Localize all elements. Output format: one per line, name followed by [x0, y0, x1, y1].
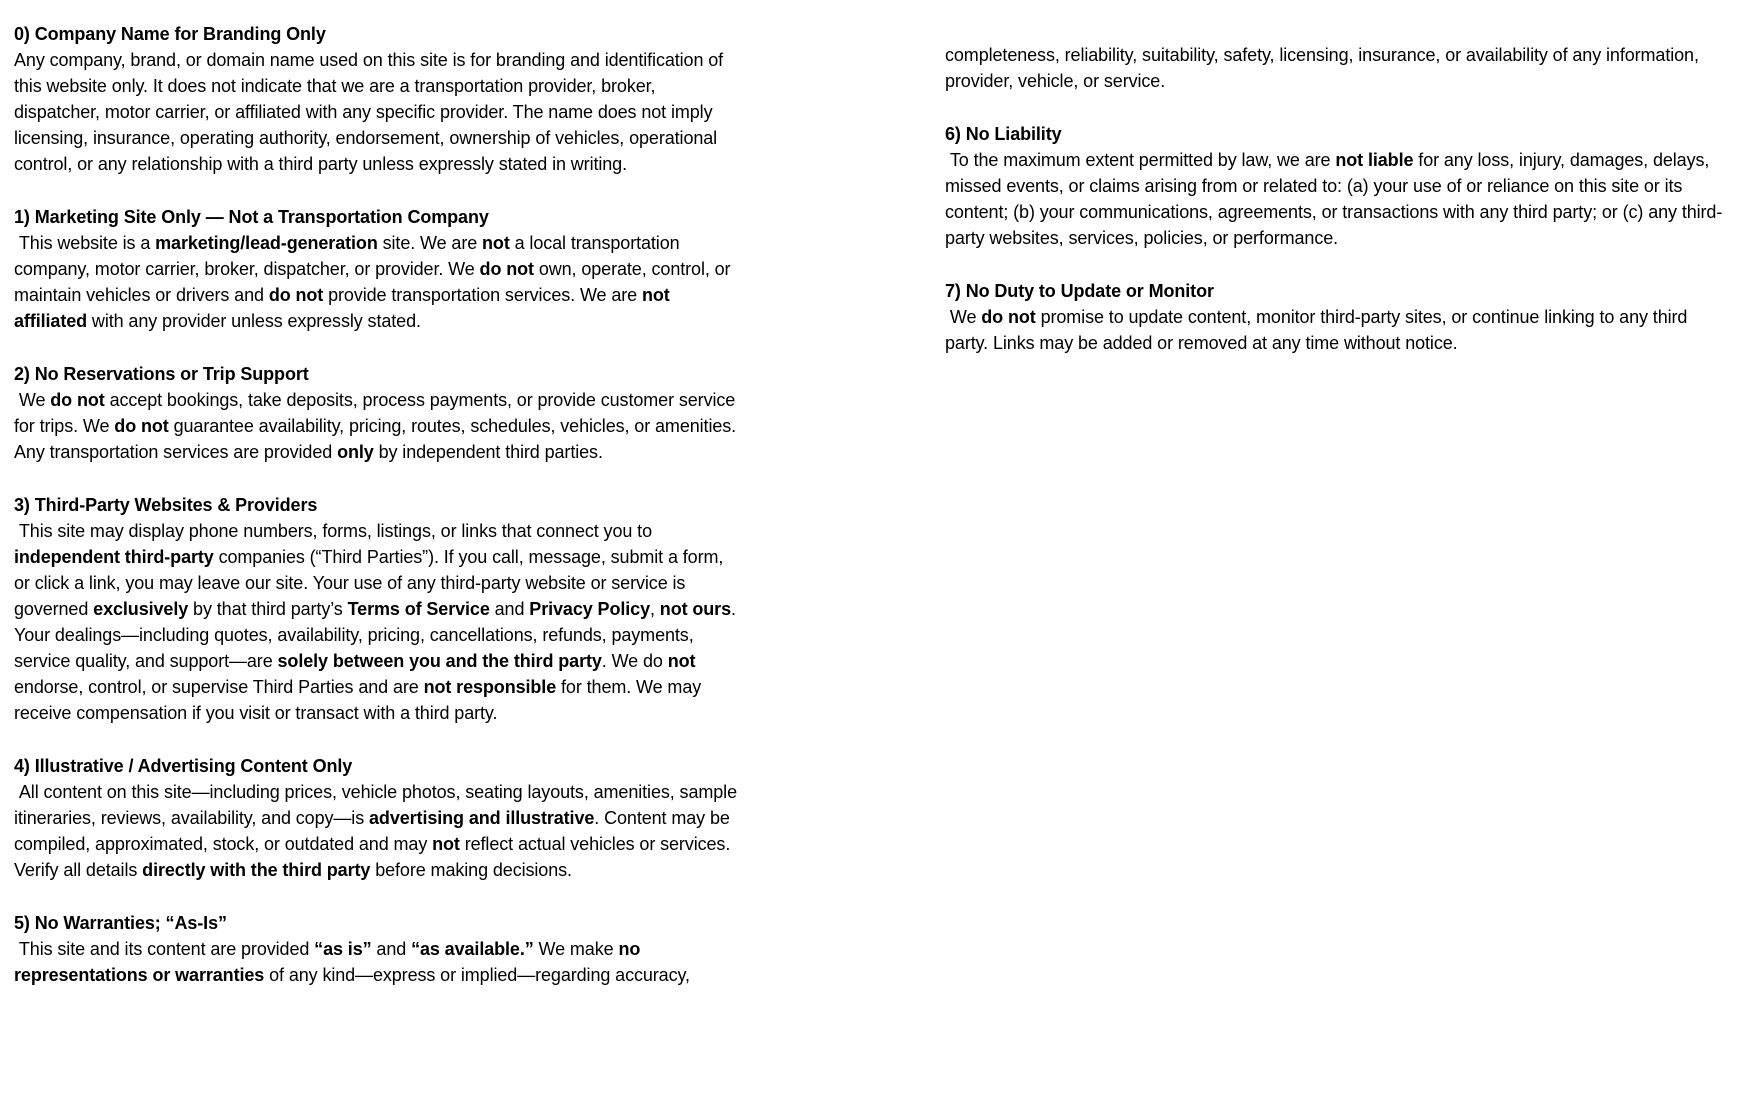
section-4-illustrative-advertising-content-only: [14, 753, 738, 883]
body-text: This website is a: [14, 233, 156, 253]
body-text: of any kind—express or implied—regarding accuracy,: [264, 965, 690, 985]
section-2-no-reservations-or-trip-support: [14, 361, 738, 465]
emphasized-body-text: Terms of Service: [347, 599, 490, 619]
body-text: companies (“Third Parties”). If you call, message, submit a form, or click a link, you may leave our site. Your use of any third-party website or service is governed: [14, 547, 724, 619]
body-text: promise to update content, monitor third-party sites, or continue linking to any third party. Links may be added or removed at any time without notice.: [945, 307, 1688, 353]
body-text: To the maximum extent permitted by law, we are: [945, 150, 1336, 170]
emphasized-body-text: do not: [50, 390, 105, 410]
body-text: Any company, brand, or domain name used on this site is for branding and identification of this website only. It does not indicate that we are a transportation provider, broker, dispatcher, motor carrier, or affiliated with any specific provider. The name does not imply licensing, insurance, operating authority, endorsement, ownership of vehicles, operational control, or any relationship with a third party unless expressly stated in writing.: [14, 50, 724, 174]
body-text: and: [371, 939, 412, 959]
emphasized-body-text: solely between you and the third party: [277, 651, 602, 671]
body-text: All content on this site—including prices, vehicle photos, seating layouts, amenities, sample itineraries, reviews, availability, and copy—is: [14, 782, 737, 828]
emphasized-body-text: not: [667, 651, 696, 671]
body-text: by that third party’s: [188, 599, 348, 619]
body-text: own, operate, control, or maintain vehicles or drivers and: [14, 259, 731, 305]
body-text: guarantee availability, pricing, routes, schedules, vehicles, or amenities. Any transportation services are provided: [14, 416, 737, 462]
section-5-no-warranties-continuation: [945, 42, 1729, 94]
body-text: accept bookings, take deposits, process payments, or provide customer service for trips. We: [14, 390, 736, 436]
column-left: [14, 21, 738, 1015]
body-text: with any provider unless expressly stated.: [87, 311, 421, 331]
emphasized-body-text: do not: [981, 307, 1036, 327]
body-text: ,: [649, 599, 660, 619]
emphasized-body-text: “as is”: [314, 939, 372, 959]
body-text: and: [489, 599, 530, 619]
section-1-marketing-site-only: [14, 204, 738, 334]
emphasized-body-text: do not: [114, 416, 169, 436]
section-heading: 0) Company Name for Branding Only: [14, 24, 326, 44]
section-5-no-warranties-as-is: [14, 910, 738, 988]
section-0-company-name-for-branding-only: [14, 21, 738, 177]
section-7-no-duty-to-update-or-monitor: [945, 278, 1729, 356]
section-heading: 1) Marketing Site Only — Not a Transportation Company: [14, 207, 489, 227]
section-6-no-liability: [945, 121, 1729, 251]
section-heading: 6) No Liability: [945, 124, 1062, 144]
emphasized-body-text: only: [337, 442, 374, 462]
emphasized-body-text: not responsible: [423, 677, 557, 697]
emphasized-body-text: directly with the third party: [142, 860, 371, 880]
column-right: [945, 21, 1729, 383]
section-heading: 7) No Duty to Update or Monitor: [945, 281, 1214, 301]
body-text: reflect actual vehicles or services. Verify all details: [14, 834, 731, 880]
emphasized-body-text: exclusively: [93, 599, 189, 619]
emphasized-body-text: do not: [479, 259, 534, 279]
body-text: . We do: [601, 651, 668, 671]
emphasized-body-text: not: [482, 233, 510, 253]
body-text: . Content may be compiled, approximated, stock, or outdated and may: [14, 808, 730, 854]
emphasized-body-text: not: [432, 834, 460, 854]
emphasized-body-text: do not: [268, 285, 324, 305]
emphasized-body-text: not ours: [659, 599, 731, 619]
emphasized-body-text: no representations or warranties: [14, 939, 641, 985]
body-text: site. We are: [377, 233, 483, 253]
emphasized-body-text: independent third-party: [14, 547, 214, 567]
section-heading: 5) No Warranties; “As-Is”: [14, 913, 227, 933]
emphasized-body-text: Privacy Policy: [529, 599, 650, 619]
body-text: provide transportation services. We are: [323, 285, 642, 305]
emphasized-body-text: marketing/lead-generation: [155, 233, 378, 253]
section-heading: 2) No Reservations or Trip Support: [14, 364, 309, 384]
body-text: We: [14, 390, 51, 410]
body-text: for them. We may receive compensation if you visit or transact with a third party.: [14, 677, 702, 723]
body-text: a local transportation company, motor carrier, broker, dispatcher, or provider. We: [14, 233, 680, 279]
body-text: for any loss, injury, damages, delays, missed events, or claims arising from or related to: (a) your use of or reliance on this site or its content; (b) your communications, agreements, or transactions with any third party; or (c) any third-party websites, services, policies, or performance.: [945, 150, 1723, 248]
body-text: This site may display phone numbers, forms, listings, or links that connect you to: [14, 521, 652, 541]
section-3-third-party-websites-and-providers: [14, 492, 738, 726]
body-text: by independent third parties.: [373, 442, 603, 462]
body-text: We make: [533, 939, 619, 959]
emphasized-body-text: “as available.”: [411, 939, 534, 959]
body-text: We: [945, 307, 982, 327]
emphasized-body-text: advertising and illustrative: [369, 808, 595, 828]
body-text: before making decisions.: [370, 860, 572, 880]
body-text: completeness, reliability, suitability, safety, licensing, insurance, or availability of any information, provider, vehicle, or service.: [945, 45, 1699, 91]
emphasized-body-text: not affiliated: [14, 285, 670, 331]
section-heading: 3) Third-Party Websites & Providers: [14, 495, 318, 515]
body-text: endorse, control, or supervise Third Parties and are: [14, 677, 424, 697]
section-heading: 4) Illustrative / Advertising Content Only: [14, 756, 353, 776]
body-text: . Your dealings—including quotes, availability, pricing, cancellations, refunds, payments, service quality, and support—are: [14, 599, 736, 671]
emphasized-body-text: not liable: [1335, 150, 1414, 170]
body-text: This site and its content are provided: [14, 939, 315, 959]
